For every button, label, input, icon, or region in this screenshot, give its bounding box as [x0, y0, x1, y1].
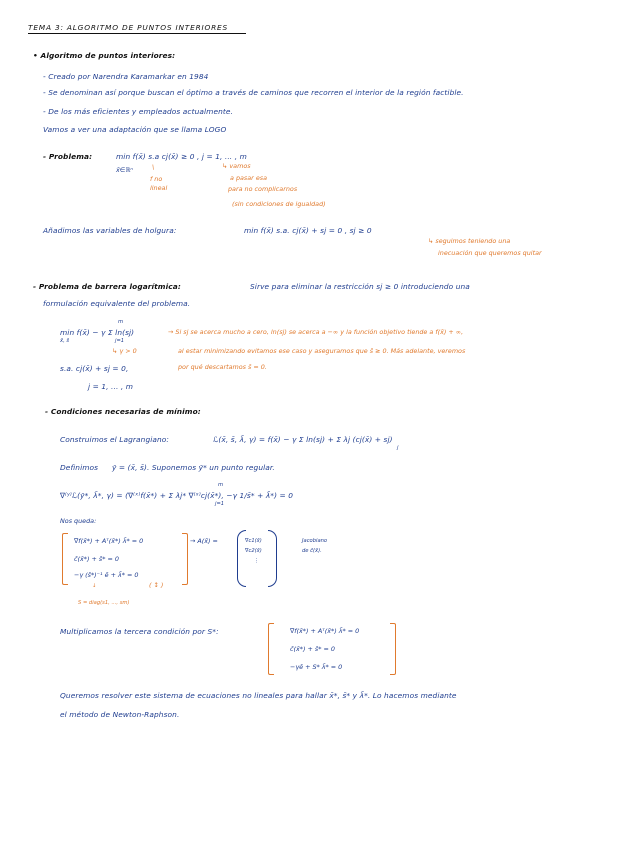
- problema-formula: min f(x̄) s.a cj(x̄) ≥ 0 , j = 1, ... , m: [116, 152, 247, 161]
- bullet-text: Se denominan así porque buscan el óptimo a través de caminos que recorren el interior de la región factible.: [48, 88, 464, 97]
- barrera-heading-text: Problema de barrera logarítmica:: [38, 282, 181, 291]
- grad-sum-bot: j=1: [215, 501, 225, 507]
- sum-top: m: [118, 319, 124, 325]
- system-eq-1: ∇f(x̄*) + Aᵀ(x̄*) λ̄* = 0: [74, 537, 144, 545]
- holgura-formula: min f(x̄) s.a. cj(x̄) + sj = 0 , sj ≥ 0: [244, 226, 372, 235]
- ann-c-2: a pasar esa: [230, 174, 268, 182]
- condiciones-heading: - Condiciones necesarias de mínimo:: [45, 407, 201, 416]
- arrow-lambda: ( ↕ ): [149, 581, 164, 589]
- ann-f-2: lineal: [150, 184, 168, 192]
- mult-text: Multiplicamos la tercera condición por S*:: [60, 627, 219, 636]
- system-eq-2: c̄(x̄*) + s̄* = 0: [74, 555, 119, 563]
- gamma-cond-text: γ > 0: [119, 347, 137, 355]
- mult-bracket-right: [390, 623, 396, 675]
- mult-eq-3: −γē + S* λ̄* = 0: [290, 663, 343, 671]
- sum-bot: j=1: [115, 338, 125, 344]
- holgura-text: Añadimos las variables de holgura:: [43, 226, 177, 235]
- section-heading-algoritmo: • Algoritmo de puntos interiores:: [33, 51, 176, 60]
- note-logo: Vamos a ver una adaptación que se llama LOGO: [43, 125, 227, 134]
- barrera-expl-2: al estar minimizando evitamos ese caso y aseguramos que s̄ ≥ 0. Más adelante, veremos: [178, 347, 466, 355]
- arrow-a: → A(x̄) =: [190, 537, 218, 545]
- lagr-j: j: [397, 445, 399, 451]
- barrera-range: j = 1, ... , m: [88, 382, 134, 391]
- section-heading-text: Algoritmo de puntos interiores:: [40, 51, 176, 60]
- arrow-s: ↓: [92, 583, 97, 589]
- final-line-1: Queremos resolver este sistema de ecuaciones no lineales para hallar x̄*, s̄* y λ̄*. Lo hacemos mediante: [60, 691, 457, 700]
- barrera-sub: x̄, s̄: [60, 338, 70, 344]
- barrera-constraint: s.a. cj(x̄) + sj = 0,: [60, 364, 129, 373]
- arrow-f: \: [152, 163, 155, 171]
- barrera-expl-1-text: Si sj se acerca mucho a cero, ln(sj) se acerca a −∞ y la función objetivo tiende a f(x̄) + ∞,: [175, 328, 464, 336]
- jacobiano-2: de c̄(x̄).: [302, 548, 322, 554]
- lagr-text: Construimos el Lagrangiano:: [60, 435, 170, 444]
- ann-c-1: ↳ vamos: [222, 162, 251, 170]
- nos-queda: Nos queda:: [60, 517, 97, 525]
- system-eq-3: −γ (s̄*)⁻¹ ē + λ̄* = 0: [74, 571, 139, 579]
- bullet-text: Creado por Narendra Karamarkar en 1984: [48, 72, 209, 81]
- final-line-2: el método de Newton-Raphson.: [60, 710, 180, 719]
- matrix-row-1: ∇c1(x̄): [245, 538, 262, 544]
- matrix-row-2: ∇c2(x̄): [245, 548, 262, 554]
- grad-sum-top: m: [218, 482, 224, 488]
- problema-label-text: Problema:: [48, 152, 93, 161]
- ann-c-4: (sin condiciones de igualdad): [232, 200, 326, 208]
- ann-c-1-text: vamos: [229, 162, 251, 170]
- system-bracket-right: [182, 533, 188, 585]
- def-formula: ȳ = (x̄, s̄). Suponemos ȳ* un punto regular.: [112, 463, 275, 472]
- barrera-line2: formulación equivalente del problema.: [43, 299, 191, 308]
- lagr-formula: ℒ(x̄, s̄, λ̄, γ) = f(x̄) − γ Σ ln(sj) + Σ λj (cj(x̄) + sj): [213, 435, 393, 444]
- barrera-expl-1: → Si sj se acerca mucho a cero, ln(sj) se acerca a −∞ y la función objetivo tiende a f(x̄) + ∞,: [168, 328, 464, 336]
- bullet-eficientes: - De los más eficientes y empleados actualmente.: [43, 107, 233, 116]
- holgura-note-2: inecuación que queremos quitar: [438, 249, 542, 257]
- matrix-row-3: ⋮: [254, 558, 260, 564]
- system-bracket-left: [62, 533, 68, 585]
- grad-formula: ∇⁽ʸ⁾ℒ(ȳ*, λ̄*, γ) = (∇⁽ˣ⁾f(x̄*) + Σ λj* ∇⁽ˣ⁾cj(x̄*), −γ 1/s̄* + λ̄*) = 0: [60, 491, 294, 500]
- holgura-note-1-text: seguimos teniendo una: [435, 237, 511, 245]
- problema-domain: x̄∈ℝⁿ: [116, 166, 133, 174]
- problema-label: - Problema:: [43, 152, 93, 161]
- barrera-heading: - Problema de barrera logarítmica:: [33, 282, 181, 291]
- mult-eq-1: ∇f(x̄*) + Aᵀ(x̄*) λ̄* = 0: [290, 627, 360, 635]
- page-title: TEMA 3: ALGORITMO DE PUNTOS INTERIORES: [28, 23, 228, 32]
- ann-c-3: para no complicarnos: [228, 185, 298, 193]
- bullet-text: De los más eficientes y empleados actualmente.: [48, 107, 233, 116]
- barrera-line1: Sirve para eliminar la restricción sj ≥ 0 introduciendo una: [250, 282, 470, 291]
- bullet-creado: - Creado por Narendra Karamarkar en 1984: [43, 72, 209, 81]
- sys-note: S = diag(s1, ..., sm): [78, 600, 130, 606]
- mult-bracket-left: [268, 623, 274, 675]
- barrera-objective: min f(x̄) − γ Σ ln(sj): [60, 328, 135, 337]
- holgura-note-1: ↳ seguimos teniendo una: [428, 237, 511, 245]
- bullet-denominan: - Se denominan así porque buscan el óptimo a través de caminos que recorren el interior de la región factible.: [43, 88, 464, 97]
- barrera-expl-3: por qué descartamos s̄ = 0.: [178, 363, 267, 371]
- jacobiano-1: Jacobiano: [302, 538, 328, 544]
- condiciones-heading-text: Condiciones necesarias de mínimo:: [50, 407, 201, 416]
- gamma-cond: ↳ γ > 0: [112, 347, 137, 355]
- matrix-paren-right: [268, 530, 277, 587]
- ann-f-1: f no: [150, 175, 163, 183]
- title-underline: [28, 33, 246, 34]
- mult-eq-2: c̄(x̄*) + s̄* = 0: [290, 645, 335, 653]
- def-text: Definimos: [60, 463, 99, 472]
